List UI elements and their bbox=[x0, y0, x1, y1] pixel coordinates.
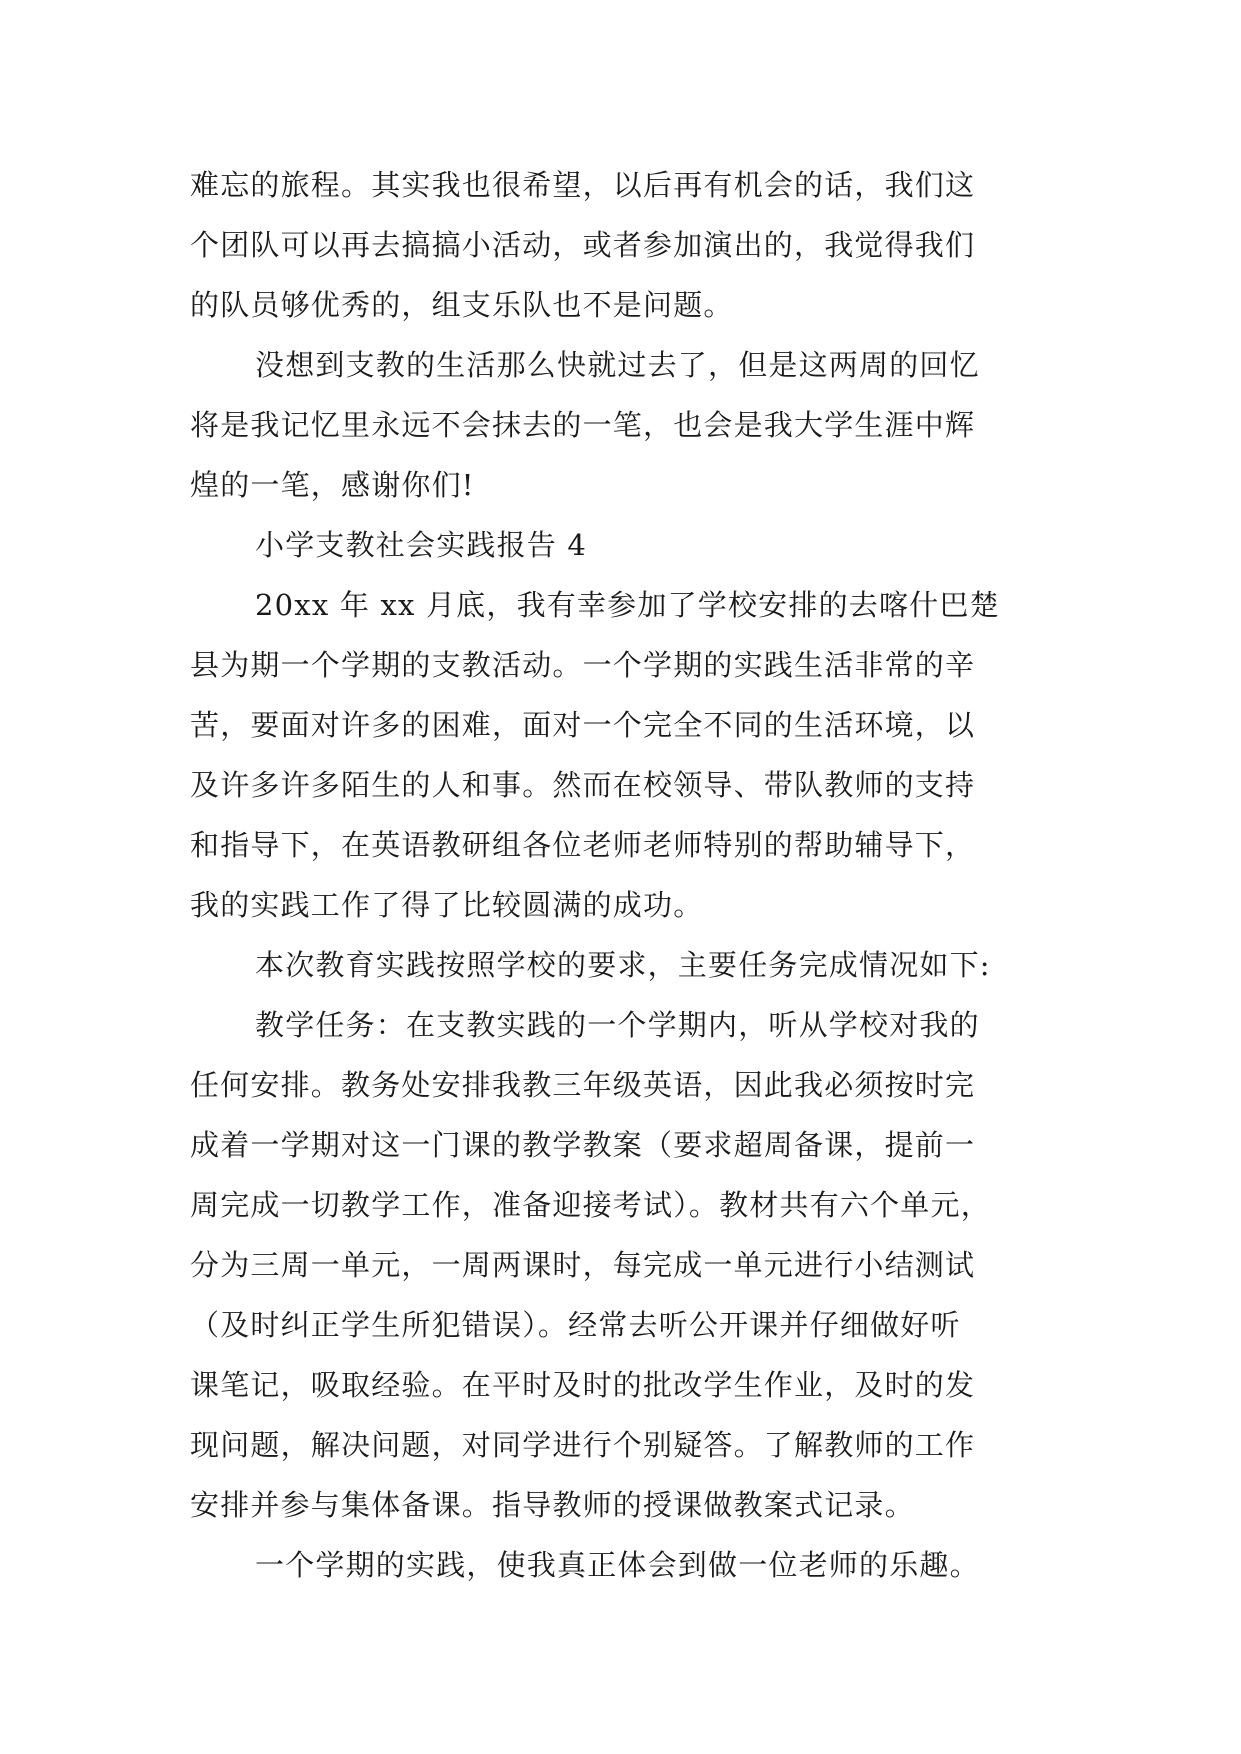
paragraph-start-line: 没想到支教的生活那么快就过去了，但是这两周的回忆 bbox=[255, 348, 980, 382]
section-heading: 小学支教社会实践报告 4 bbox=[255, 528, 588, 562]
paragraph-start-line: 一个学期的实践，使我真正体会到做一位老师的乐趣。 bbox=[255, 1548, 980, 1582]
text-line: 现问题，解决问题，对同学进行个别疑答。了解教师的工作 bbox=[190, 1428, 976, 1462]
text-line: 煌的一笔，感谢你们! bbox=[190, 468, 475, 502]
paragraph-start-line: 教学任务：在支教实践的一个学期内，听从学校对我的 bbox=[255, 1008, 980, 1042]
text-line: （及时纠正学生所犯错误）。经常去听公开课并仔细做好听 bbox=[190, 1308, 961, 1342]
document-body bbox=[190, 155, 1060, 1595]
text-line: 课笔记，吸取经验。在平时及时的批改学生作业，及时的发 bbox=[190, 1368, 976, 1402]
text-line: 任何安排。教务处安排我教三年级英语，因此我必须按时完 bbox=[190, 1068, 976, 1102]
text-line: 个团队可以再去搞搞小活动，或者参加演出的，我觉得我们 bbox=[190, 228, 976, 262]
paragraph-start-line: 20xx 年 xx 月底，我有幸参加了学校安排的去喀什巴楚 bbox=[255, 588, 1000, 622]
text-line: 苦，要面对许多的困难，面对一个完全不同的生活环境，以 bbox=[190, 708, 976, 742]
text-line: 和指导下，在英语教研组各位老师老师特别的帮助辅导下， bbox=[190, 828, 976, 862]
text-line: 成着一学期对这一门课的教学教案（要求超周备课，提前一 bbox=[190, 1128, 976, 1162]
paragraph-start-line: 本次教育实践按照学校的要求，主要任务完成情况如下: bbox=[255, 948, 991, 982]
text-line: 难忘的旅程。其实我也很希望，以后再有机会的话，我们这 bbox=[190, 168, 976, 202]
text-line: 及许多许多陌生的人和事。然而在校领导、带队教师的支持 bbox=[190, 768, 976, 802]
text-line: 将是我记忆里永远不会抹去的一笔，也会是我大学生涯中辉 bbox=[190, 408, 976, 442]
text-line: 我的实践工作了得了比较圆满的成功。 bbox=[190, 888, 704, 922]
text-line: 分为三周一单元，一周两课时，每完成一单元进行小结测试 bbox=[190, 1248, 976, 1282]
text-line: 的队员够优秀的，组支乐队也不是问题。 bbox=[190, 288, 734, 322]
text-line: 县为期一个学期的支教活动。一个学期的实践生活非常的辛 bbox=[190, 648, 976, 682]
text-line: 安排并参与集体备课。指导教师的授课做教案式记录。 bbox=[190, 1488, 915, 1522]
text-line: 周完成一切教学工作，准备迎接考试）。教材共有六个单元， bbox=[190, 1188, 991, 1222]
